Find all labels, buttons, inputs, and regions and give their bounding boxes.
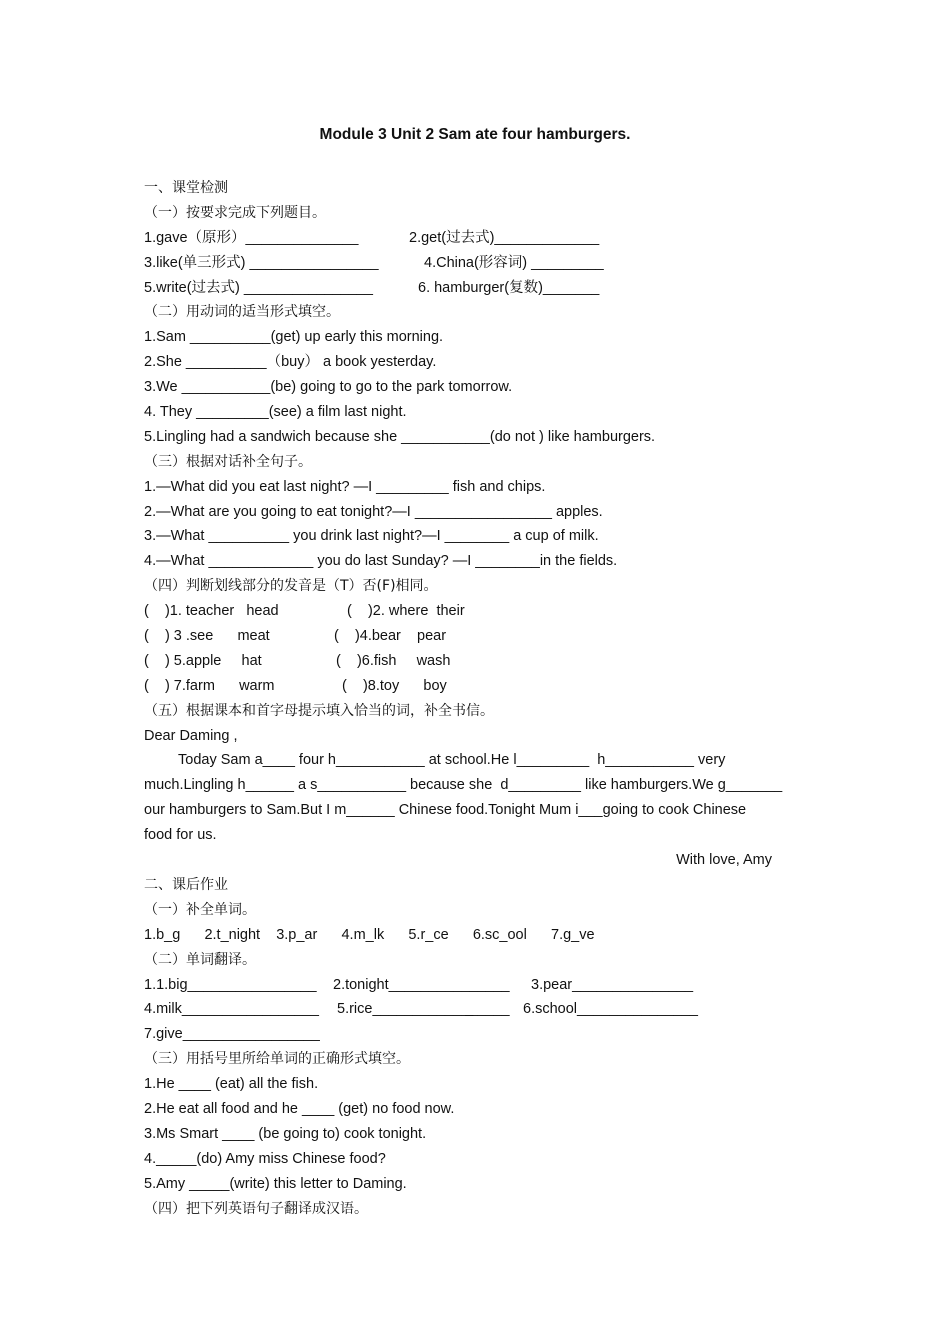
exercise-item: 2.—What are you going to eat tonight?—I _________________ apples. bbox=[144, 503, 603, 520]
exercise-item: 5.Lingling had a sandwich because she ___________(do not ) like hamburgers. bbox=[144, 428, 656, 445]
exercise-item: ( )1. teacher head bbox=[144, 603, 279, 620]
page-title: Module 3 Unit 2 Sam ate four hamburgers. bbox=[319, 126, 631, 143]
letter-greeting: Dear Daming , bbox=[144, 727, 238, 744]
exercise-item: 1.b_g 2.t_night 3.p_ar 4.m_lk 5.r_ce 6.sc_ool 7.g_ve bbox=[144, 926, 595, 943]
part-heading: （四）把下列英语句子翻译成汉语。 bbox=[144, 1200, 368, 1217]
part-heading: （二）用动词的适当形式填空。 bbox=[144, 304, 340, 321]
exercise-row bbox=[144, 624, 824, 649]
part-heading: （三）根据对话补全句子。 bbox=[144, 453, 312, 470]
exercise-item: 4. They _________(see) a film last night. bbox=[144, 404, 407, 421]
letter-line: Today Sam a____ four h___________ at school.He l_________ h___________ very bbox=[178, 752, 726, 769]
exercise-row bbox=[144, 674, 824, 699]
exercise-item: 5.rice____________̲_____ bbox=[337, 1001, 510, 1018]
part-heading: （一）补全单词。 bbox=[144, 901, 256, 918]
exercise-row bbox=[144, 251, 824, 276]
exercise-item: 3.—What __________ you drink last night?—I ________ a cup of milk. bbox=[144, 528, 599, 545]
exercise-item: ( ) 3 .see meat bbox=[144, 628, 270, 645]
exercise-item: 1.—What did you eat last night? —I _________ fish and chips. bbox=[144, 478, 546, 495]
exercise-item: 1.1.big________________ bbox=[144, 976, 317, 993]
letter-signoff: With love, Amy bbox=[676, 852, 772, 869]
exercise-row bbox=[144, 973, 824, 998]
exercise-item: 3.pear_______________ bbox=[531, 976, 694, 993]
letter-line: food for us. bbox=[144, 827, 217, 844]
letter-line: much.Lingling h______ a s___________ because she d_________ like hamburgers.We g_______ bbox=[144, 777, 783, 794]
exercise-item: 3.like(单三形式) ________________ bbox=[144, 254, 379, 271]
exercise-item: 2.tonight_______________ bbox=[333, 976, 510, 993]
part-heading: （五）根据课本和首字母提示填入恰当的词，补全书信。 bbox=[144, 702, 494, 719]
exercise-item: ( )6.fish wash bbox=[336, 652, 451, 669]
part-heading: （一）按要求完成下列题目。 bbox=[144, 204, 326, 221]
exercise-item: 7.give_________________ bbox=[144, 1026, 320, 1043]
section-heading: 二、课后作业 bbox=[144, 876, 228, 893]
exercise-item: 5.Amy _____(write) this letter to Daming. bbox=[144, 1175, 407, 1192]
exercise-row bbox=[144, 599, 824, 624]
exercise-item: 1.gave（原形）______________ bbox=[144, 229, 359, 246]
exercise-row bbox=[144, 276, 824, 301]
exercise-item: 2.He eat all food and he ____ (get) no food now. bbox=[144, 1100, 455, 1117]
exercise-item: 6.school_______________ bbox=[523, 1001, 698, 1018]
exercise-row bbox=[144, 997, 824, 1022]
worksheet-content bbox=[144, 176, 824, 1221]
exercise-row bbox=[144, 226, 824, 251]
letter-line: our hamburgers to Sam.But I m______ Chinese food.Tonight Mum i___going to cook Chinese bbox=[144, 802, 747, 819]
exercise-item: ( )8.toy boy bbox=[342, 677, 447, 694]
exercise-item: 6. hamburger(复数)_______ bbox=[418, 279, 600, 296]
exercise-item: ( ) 7.farm warm bbox=[144, 677, 275, 694]
exercise-item: 4.China(形容词) _________ bbox=[424, 254, 604, 271]
exercise-item: 1.Sam __________(get) up early this morning. bbox=[144, 329, 444, 346]
section-heading: 一、课堂检测 bbox=[144, 180, 228, 196]
exercise-item: 3.We ___________(be) going to go to the park tomorrow. bbox=[144, 379, 513, 396]
exercise-item: ( ) 5.apple hat bbox=[144, 652, 262, 669]
exercise-item: 4._____(do) Amy miss Chinese food? bbox=[144, 1150, 386, 1167]
exercise-item: 4.milk_________________ bbox=[144, 1001, 319, 1018]
exercise-row bbox=[144, 649, 824, 674]
exercise-item: 2.She __________（buy） a book yesterday. bbox=[144, 354, 437, 371]
exercise-item: 1.He ____ (eat) all the fish. bbox=[144, 1076, 319, 1093]
exercise-item: 2.get(过去式)_____________ bbox=[409, 229, 600, 246]
exercise-item: ( )4.bear pear bbox=[334, 628, 447, 645]
part-heading: （二）单词翻译。 bbox=[144, 951, 256, 968]
part-heading: （四）判断划线部分的发音是（T）否(F)相同。 bbox=[144, 578, 438, 595]
exercise-item: ( )2. where their bbox=[347, 603, 465, 620]
exercise-item: 3.Ms Smart ____ (be going to) cook tonight. bbox=[144, 1125, 427, 1142]
part-heading: （三）用括号里所给单词的正确形式填空。 bbox=[144, 1051, 410, 1068]
exercise-item: 4.—What _____________ you do last Sunday? —I ________in the fields. bbox=[144, 553, 618, 570]
exercise-item: 5.write(过去式) ________________ bbox=[144, 279, 373, 296]
